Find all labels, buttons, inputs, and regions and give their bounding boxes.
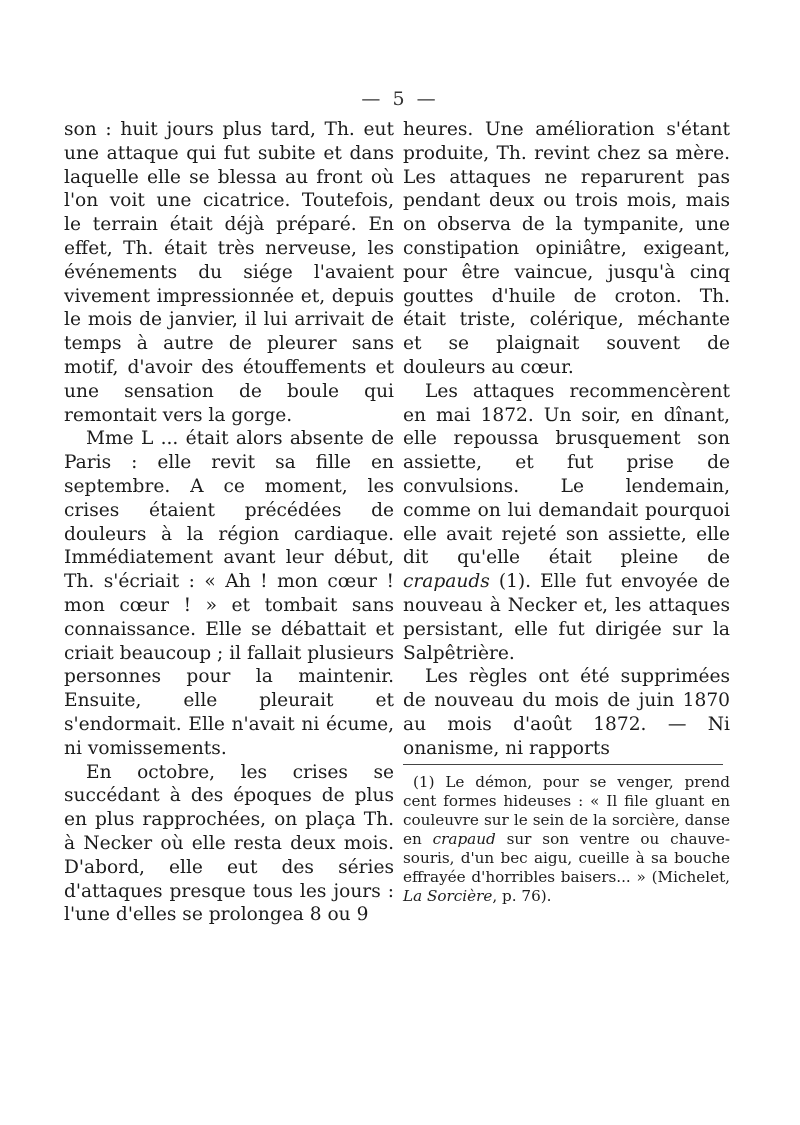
text: , p. 76). bbox=[492, 886, 552, 905]
page-number: — 5 — bbox=[361, 88, 439, 110]
text: (1) Le démon, pour se venger, prend cent formes hideuses : « Il file gluant en couleuvre sur le sein de la sorcière, danse en bbox=[403, 772, 730, 848]
paragraph: Les règles ont été supprimées de nouveau du mois de juin 1870 au mois d'août 1872. — Ni onanisme, ni rapports bbox=[403, 666, 730, 759]
text: sur son ventre ou chauve-souris, d'un bec aigu, cueille à sa bouche effrayée d'horribles baisers... » (Michelet, bbox=[403, 829, 731, 886]
left-column bbox=[64, 118, 394, 927]
paragraph: Mme L ... était alors absente de Paris : elle revit sa fille en septembre. A ce moment, les crises étaient précédées de douleurs à la région cardiaque. Immédiatement avant leur début, Th. s'écriait : « Ah ! mon cœur ! mon cœur ! » et tombait sans connaissance. Elle se débattait et criait beaucoup ; il fallait plusieurs personnes pour la maintenir. Ensuite, elle pleurait et s'endormait. Elle n'avait ni écume, ni vomissements. bbox=[64, 428, 395, 759]
right-column bbox=[403, 118, 730, 906]
paragraph: heures. Une amélioration s'étant produite, Th. revint chez sa mère. Les attaques ne reparurent pas pendant deux ou trois mois, mais on observa de la tympanite, une constipation opiniâtre, exigeant, pour être vaincue, jusqu'à cinq gouttes d'huile de croton. Th. était triste, colérique, méchante et se plaignait souvent de douleurs au cœur. bbox=[403, 119, 730, 378]
emphasis: crapaud bbox=[432, 829, 496, 848]
paragraph: En octobre, les crises se succédant à des époques de plus en plus rapprochées, on plaça Th. à Necker où elle resta deux mois. D'abord, elle eut des séries d'attaques presque tous les jours : l'une d'elles se prolongea 8 ou 9 bbox=[64, 761, 394, 926]
paragraph bbox=[403, 380, 730, 666]
text: (1). Elle fut envoyée de nouveau à Necker et, les attaques persistant, elle fut dirigée sur la Salpêtrière. bbox=[403, 571, 730, 664]
text: Les attaques recommencèrent en mai 1872. Un soir, en dînant, elle repoussa brusquement son assiette, et fut prise de convulsions. Le lendemain, comme on lui demandait pourquoi elle avait rejeté son assiette, elle dit qu'elle était pleine de bbox=[403, 380, 730, 569]
emphasis: crapauds bbox=[403, 571, 490, 593]
footnote bbox=[403, 773, 730, 906]
emphasis: La Sorcière bbox=[403, 886, 493, 905]
footnote-text bbox=[403, 773, 730, 906]
paragraph: son : huit jours plus tard, Th. eut une attaque qui fut subite et dans laquelle elle se blessa au front où l'on voit une cicatrice. Toutefois, le terrain était déjà préparé. En effet, Th. était très nerveuse, les événements du siége l'avaient vivement impressionnée et, depuis le mois de janvier, il lui arrivait de temps à autre de pleurer sans motif, d'avoir des étouffements et une sensation de boule qui remontait vers la gorge. bbox=[64, 119, 394, 426]
footnote-divider bbox=[403, 764, 723, 765]
